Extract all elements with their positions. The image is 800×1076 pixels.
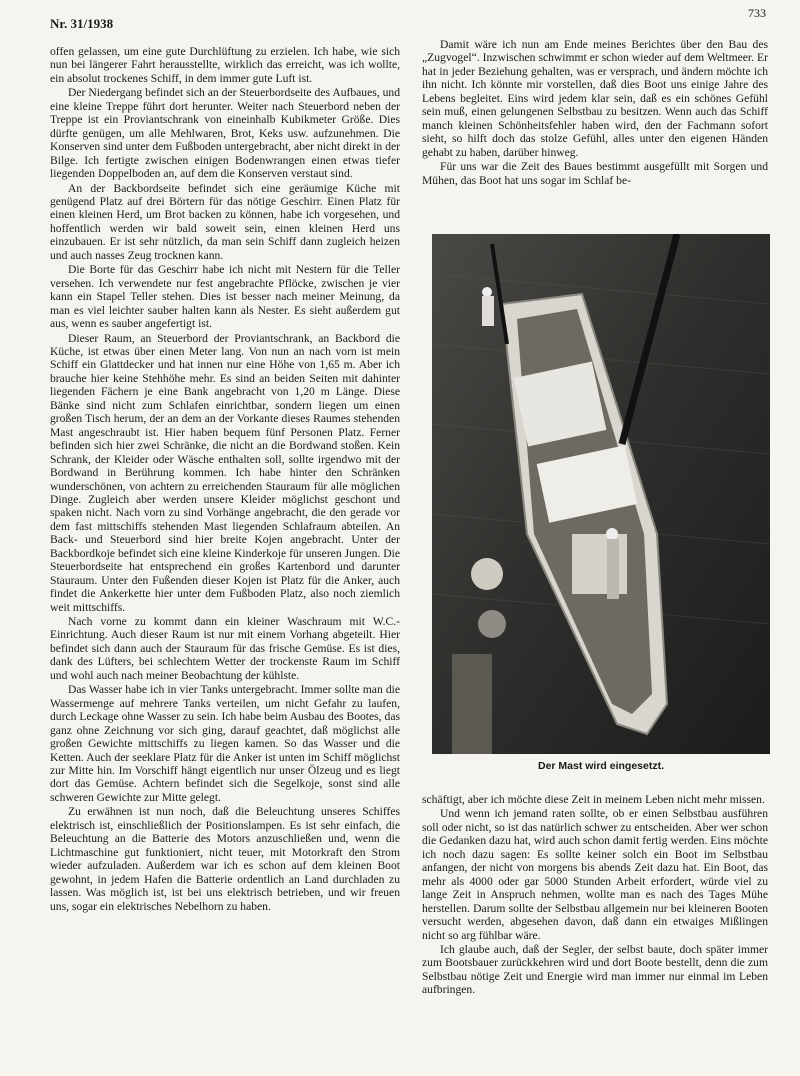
paragraph: Damit wäre ich nun am Ende meines Berichtes über den Bau des „Zugvogel“. Inzwischen schwimmt er schon wieder auf dem Weltmeer. Er hat in jeder Beziehung gehalten, was er versprach, und ändern möchte ich ihn nicht. Ich könnte mir vorstellen, daß dies Boot uns einige Jahre des Lebens begleitet. Eins wird jedem klar sein, daß es ein schönes Gefühl sein muß, einen gelungenen Selbstbau zu besitzen. Wenn auch das Schiff manch kleinen Schönheitsfehler haben wird, den der Fachmann sofort sieht, so hilft doch das stolze Gefühl, alles unter den eigenen Händen gehabt zu haben, darüber hinweg.	[422, 38, 768, 159]
photo-caption: Der Mast wird eingesetzt.	[537, 760, 665, 772]
paragraph: offen gelassen, um eine gute Durchlüftung zu erzielen. Ich habe, wie sich nun bei längerer Fahrt herausstellte, wirklich das erreicht, was ich wollte, ein absolut trockenes Schiff, in dem immer gute Luft ist.	[50, 45, 400, 85]
boat-photo	[432, 234, 770, 754]
right-column-top	[422, 38, 768, 187]
paragraph: schäftigt, aber ich möchte diese Zeit in meinem Leben nicht mehr missen.	[422, 793, 765, 806]
paragraph: Dieser Raum, an Steuerbord der Proviantschrank, an Backbord die Küche, ist etwas über einen Meter lang. Von nun an nach vorn ist mein Schiff ein Glattdecker und hat innen nur eine Höhe von 1,65 m. Aber ich brauche hier keine Stehhöhe mehr. Es sind an beiden Seiten mit dahinter liegenden Fächern je eine Bank angebracht von 1,20 m Länge. Diese Bänke sind nicht zum Schlafen einrichtbar, sondern liegen um einen großen Tisch herum, der an dem an der Vorkante dieses Raumes stehenden Mast angeschraubt ist. Hier haben bequem fünf Personen Platz. Ferner befinden sich hier zwei Schränke, die nicht an die Bordwand stoßen. Kein Schrank, der Kleider oder Wäsche enthalten soll, sollte irgendwo mit der Bordwand in Berührung kommen. Ich habe hinter den Schränken wunderschönen, von achtern zu erreichenden Stauraum für alle möglichen Dinge. Zugleich aber werden unsere Kleider möglichst geschont und spaken nicht. Nach vorn zu sind Vorhänge angebracht, die den gerade vor dem fast mittschiffs stehenden Mast liegenden Schlafraum abteilen. An Back- und Steuerbord sind hier breite Kojen angebracht. Unter der Backbordkoje befindet sich eine kleine Kinderkoje für unseren Jungen. Die Steuerbordseite hat entsprechend ein großes Kartenbord und darunter Stauraum. Unter den Fußenden dieser Kojen ist Platz für die Anker, auch findet die Ankerkette hier unter dem Fußboden Platz, also noch ziemlich weit mittschiffs.	[50, 331, 400, 614]
paragraph: Für uns war die Zeit des Baues bestimmt ausgefüllt mit Sorgen und Mühen, das Boot hat uns sogar im Schlaf be-	[422, 160, 768, 187]
issue-number: Nr. 31/1938	[50, 16, 114, 31]
page-number: 733	[748, 6, 766, 20]
paragraph: An der Backbordseite befindet sich eine geräumige Küche mit genügend Platz auf drei Börtern für das nötige Geschirr. Einen Platz für einen kleinen Herd, um Brot backen zu können, habe ich vorgesehen, und hoffentlich werden wir bald soweit sein, einen kleinen Herd uns einzubauen. Er ist sehr nützlich, da man sein Schiff dann zugleich heizen und auch nasses Zeug trocknen kann.	[50, 181, 400, 262]
right-column-bottom	[422, 793, 768, 997]
paragraph: Der Niedergang befindet sich an der Steuerbordseite des Aufbaues, und eine kleine Treppe führt dort herunter. Weiter nach Steuerbord neben der Treppe ist ein Proviantschrank von eineinhalb Kubikmeter Größe. Dies dürfte genügen, um alle Mehlwaren, Brot, Keks usw. aufzunehmen. Die Konserven sind unter dem Fußboden untergebracht, aber nicht direkt in der Bilge. Ich fertigte zwischen einigen Bodenwrangen einen etwas tiefer liegenden Doppelboden an, auf dem die Konserven verstaut sind.	[50, 86, 400, 181]
left-column	[50, 45, 400, 913]
paragraph: Nach vorne zu kommt dann ein kleiner Waschraum mit W.C.-Einrichtung. Auch dieser Raum ist nur mit einem Vorhang abgeteilt. Hier befindet sich dann auch der Stauraum für das frische Gemüse. Es ist dies, dank des Lüfters, bei schlechtem Wetter der trockenste Raum im Schiff und wohl auch nach meiner Beobachtung der kühlste.	[50, 615, 400, 682]
paragraph: Die Borte für das Geschirr habe ich nicht mit Nestern für die Teller versehen. Ich verwendete nur fest angebrachte Pflöcke, zwischen je vier kann ein Stapel Teller stehen. Dies ist besser nach meiner Meinung, da man es viel leichter sauber halten kann als Nester. Es sieht außerdem gut aus, wenn es sauber angefertigt ist.	[50, 263, 400, 331]
paragraph: Ich glaube auch, daß der Segler, der selbst baute, doch später immer zum Bootsbauer zurückkehren wird und dort Boote bestellt, denn die zum Selbstbau nötige Zeit und Energie wird man immer nur einmal im Leben aufbringen.	[422, 942, 768, 997]
paragraph: Das Wasser habe ich in vier Tanks untergebracht. Immer sollte man die Wassermenge auf mehrere Tanks verteilen, um nicht Gefahr zu laufen, durch Leckage ohne Wasser zu sein. Ich habe beim Ausbau des Bootes, das ganz ohne Zeichnung vor sich ging, darauf geachtet, daß möglichst alle großen Gewichte mittschiffs zu liegen kamen. So das Wasser und die Ketten. Auch der seeklare Platz für die Anker ist unten im Schiff möglichst zur Mitte hin. Im Vorschiff hängt eigentlich nur unser Ölzeug und es liegt dort das Gemüse. Achtern befindet sich die Segelkoje, sonst sind alle schweren Gewichte zur Mitte gelegt.	[50, 683, 400, 804]
paragraph: Und wenn ich jemand raten sollte, ob er einen Selbstbau ausführen soll oder nicht, so ist das natürlich schwer zu entscheiden. Aber wer schon die Gedanken dazu hat, wird auch schon damit fertig werden. Eins möchte ich noch dazu sagen: Es sollte keiner solch ein Boot im Selbstbau anfangen, der nicht von morgens bis abends Zeit dazu hat. Ein Boot, das mehr als 4000 oder gar 5000 Stunden Arbeit erfordert, würde viel zu lange Zeit in Anspruch nehmen, wollte man es nach des Tages Mühe herstellen. Darum sollte der Selbstbau allgemein nur bei kleineren Booten versucht werden, abgesehen davon, daß dann ein etwaiges Mißlingen nicht so arg fühlbar wäre.	[422, 807, 768, 942]
paragraph: Zu erwähnen ist nun noch, daß die Beleuchtung unseres Schiffes elektrisch ist, einschließlich der Positionslampen. Es ist sehr einfach, die Beleuchtung an die Batterie des Motors anzuschließen und, wenn die Lichtmaschine gut funktioniert, nicht teuer, mit Motorkraft den Strom wieder aufzuladen. Außerdem war ich es schon auf dem kleinen Boot gewohnt, in jedem Hafen die Batterie ordentlich an Land durchladen zu lassen. Was möglich ist, ist bei uns elektrisch betrieben, und wir freuen uns, sogar ein elektrisches Nebelhorn zu haben.	[50, 805, 400, 913]
